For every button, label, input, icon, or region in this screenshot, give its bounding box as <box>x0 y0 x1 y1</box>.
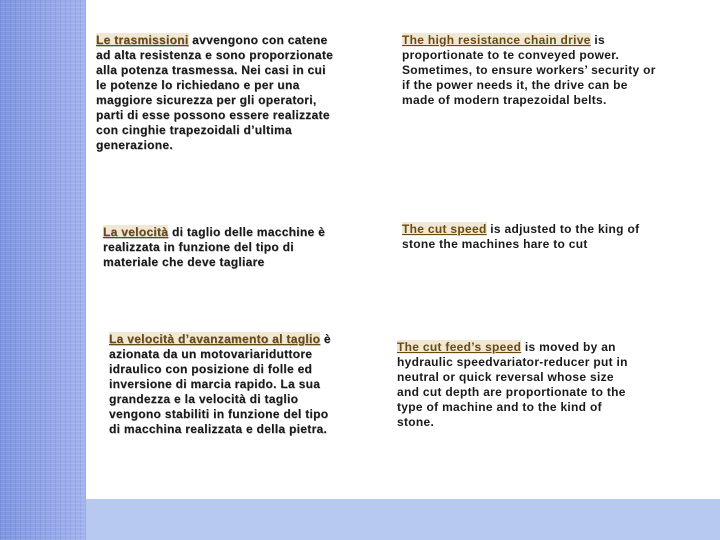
it-term-feed-speed: La velocità d’avanzamento al taglio <box>109 332 321 346</box>
it-text-cutting-speed: di taglio delle macchine è realizzata in funzione del tipo di materiale che deve tagliare <box>103 225 326 269</box>
decorative-sidebar <box>0 0 86 540</box>
en-text-feed-speed: is moved by an hydraulic speedvariator-reducer put in neutral or quick reversal whose size and cut depth are proportionate to the type of machine and to the kind of stone. <box>397 340 628 429</box>
it-term-cutting-speed: La velocità <box>103 225 169 239</box>
it-paragraph-feed-speed <box>109 332 341 437</box>
en-term-cut-speed: The cut speed <box>402 222 487 236</box>
it-paragraph-cutting-speed <box>103 225 343 270</box>
en-paragraph-cut-speed <box>402 222 642 252</box>
en-text-cut-speed: is adjusted to the king of stone the machines hare to cut <box>402 222 640 251</box>
it-paragraph-transmissions <box>96 33 336 153</box>
en-term-chain-drive: The high resistance chain drive <box>402 33 591 47</box>
en-text-chain-drive: is proportionate to te conveyed power. Sometimes, to ensure workers’ security or if the power needs it, the drive can be made of modern trapezoidal belts. <box>402 33 656 107</box>
it-term-transmissions: Le trasmissioni <box>96 33 189 47</box>
en-paragraph-chain-drive <box>402 33 660 108</box>
en-term-feed-speed: The cut feed’s speed <box>397 340 522 354</box>
footer-band <box>86 499 720 540</box>
en-paragraph-feed-speed <box>397 340 639 430</box>
it-text-feed-speed: è azionata da un motovariariduttore idraulico con posizione di folle ed inversione di marcia rapido. La sua grandezza e la velocità di taglio vengono stabiliti in funzione del tipo di macchina realizzata e della pietra. <box>109 332 331 436</box>
it-text-transmissions: avvengono con catene ad alta resistenza e sono proporzionate alla potenza trasmessa. Nei casi in cui le potenze lo richiedano e per una maggiore sicurezza per gli operatori, parti di esse possono essere realizzate con cinghie trapezoidali d’ultima generazione. <box>96 33 334 152</box>
